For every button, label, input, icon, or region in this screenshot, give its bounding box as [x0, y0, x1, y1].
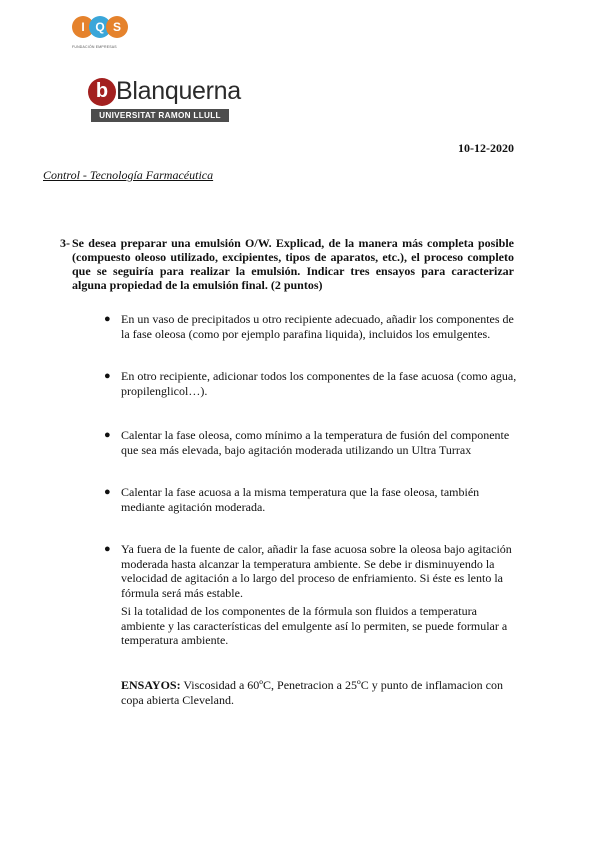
step-text: Ya fuera de la fuente de calor, añadir la fase acuosa sobre la oleosa bajo agitación moderada hasta alcanzar la temperatura ambiente. Se debe ir disminuyendo la velocidad de agitación a lo largo del proceso de enfriamiento. Si éste es lento la fórmula será más estable. — [121, 542, 512, 600]
iqs-letter-s: S — [106, 16, 128, 38]
iqs-subtitle: FUNDACIÓN EMPRESAS — [72, 45, 117, 49]
step-text: Calentar la fase acuosa a la misma temperatura que la fase oleosa, también mediante agitación moderada. — [121, 485, 480, 514]
document-date: 10-12-2020 — [458, 141, 514, 155]
bullet-icon: ● — [104, 543, 111, 555]
answer-note: Si la totalidad de los componentes de la fórmula son fluidos a temperatura ambiente y las características del emulgente así lo permiten, se puede formular a temperatura ambiente. — [121, 604, 508, 647]
blanquerna-mark: b — [88, 78, 116, 106]
ensayos-paragraph — [121, 678, 521, 707]
bullet-icon: ● — [104, 486, 111, 498]
ensayos-label: ENSAYOS: — [121, 678, 181, 692]
question-text: Se desea preparar una emulsión O/W. Explicad, de la manera más completa posible (compuesto oleoso utilizado, excipientes, tipos de aparatos, etc.), el proceso completo que se seguiría para realizar la emulsión. Indicar tres ensayos para caracterizar alguna propiedad de la emulsión final. (2 puntos) — [72, 236, 514, 292]
bullet-icon: ● — [104, 370, 111, 382]
ensayos-text: Viscosidad a 60ºC, Penetracion a 25ºC y punto de inflamacion con copa abierta Cleveland. — [121, 678, 504, 707]
iqs-letter-q: Q — [89, 16, 111, 38]
bullet-icon: ● — [104, 429, 111, 441]
step-text: En otro recipiente, adicionar todos los componentes de la fase acuosa (como agua, propilenglicol…). — [121, 369, 517, 398]
course-title: Control - Tecnología Farmacéutica — [43, 168, 214, 182]
step-text: En un vaso de precipitados u otro recipiente adecuado, añadir los componentes de la fase oleosa (como por ejemplo parafina liquida), incluidos los emulgentes. — [121, 312, 514, 341]
question-number: 3- — [60, 236, 70, 250]
step-text: Calentar la fase oleosa, como mínimo a la temperatura de fusión del componente que sea más elevada, bajo agitación moderada utilizando un Ultra Turrax — [121, 428, 510, 457]
university-bar: UNIVERSITAT RAMON LLULL — [91, 109, 229, 122]
iqs-logo — [72, 16, 132, 66]
bullet-icon: ● — [104, 313, 111, 325]
iqs-letter-i: I — [72, 16, 94, 38]
blanquerna-name: Blanquerna — [116, 77, 241, 105]
